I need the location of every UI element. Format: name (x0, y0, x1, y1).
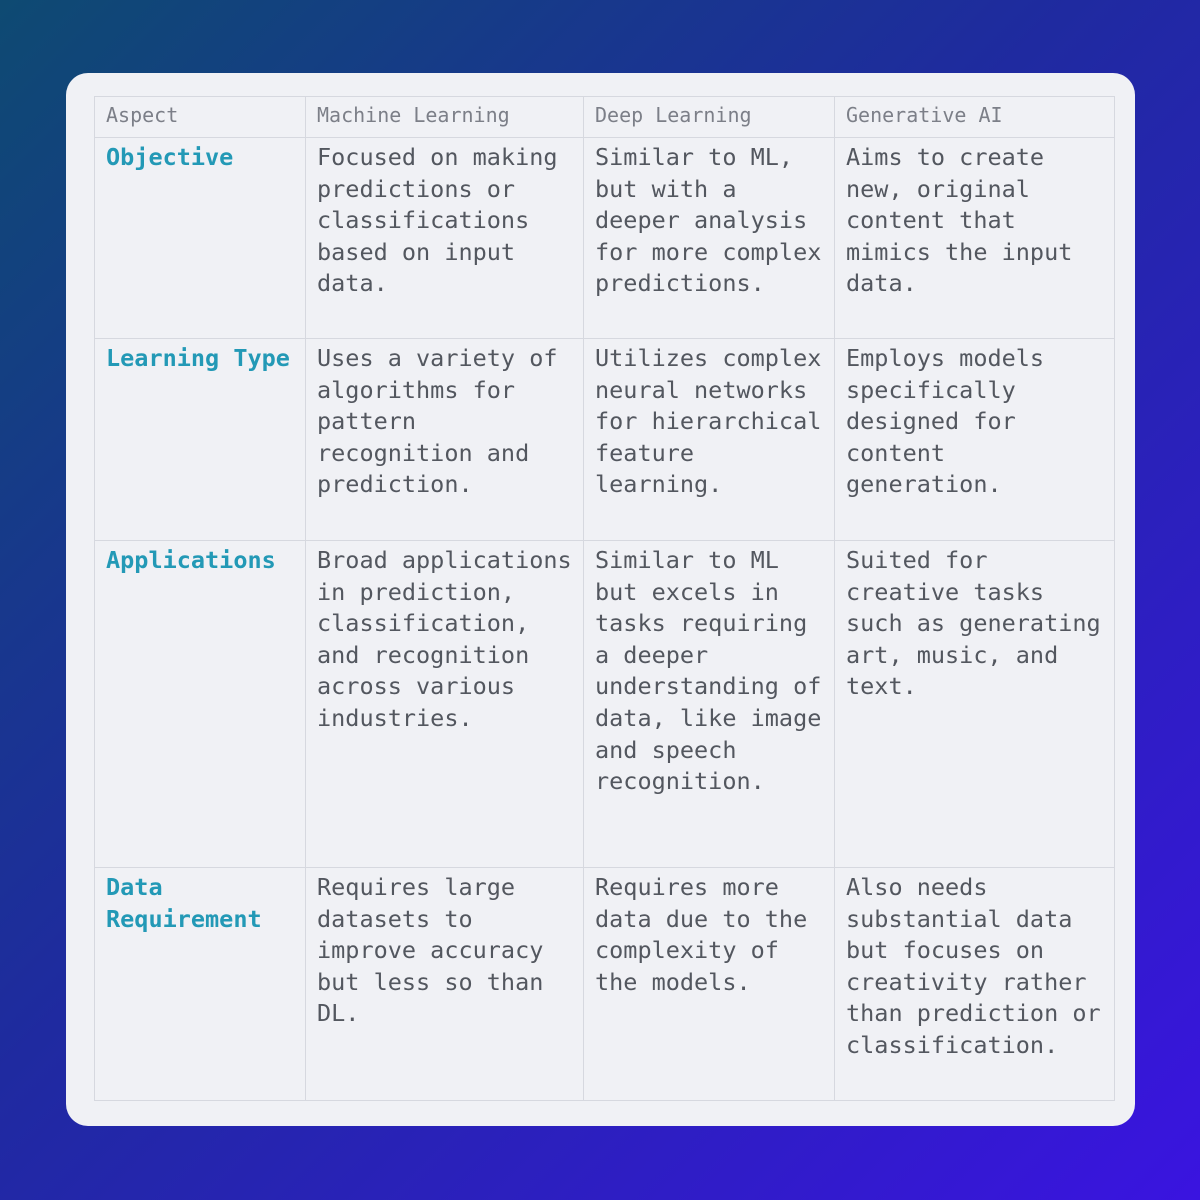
table-row (95, 541, 1115, 868)
cell-dl-data-requirement: Requires more data due to the complexity of the models. (584, 868, 835, 1101)
cell-ml-objective: Focused on making predictions or classifications based on input data. (306, 138, 584, 339)
cell-dl-learning-type: Utilizes complex neural networks for hierarchical feature learning. (584, 339, 835, 541)
table-row (95, 868, 1115, 1101)
header-generative-ai: Generative AI (835, 97, 1115, 138)
comparison-table (94, 96, 1115, 1101)
aspect-applications: Applications (95, 541, 306, 868)
header-aspect: Aspect (95, 97, 306, 138)
cell-ml-data-requirement: Requires large datasets to improve accuracy but less so than DL. (306, 868, 584, 1101)
aspect-learning-type: Learning Type (95, 339, 306, 541)
table-row (95, 138, 1115, 339)
table-row (95, 339, 1115, 541)
header-machine-learning: Machine Learning (306, 97, 584, 138)
table-header-row (95, 97, 1115, 138)
header-deep-learning: Deep Learning (584, 97, 835, 138)
cell-ml-learning-type: Uses a variety of algorithms for pattern recognition and prediction. (306, 339, 584, 541)
cell-dl-applications: Similar to ML but excels in tasks requiring a deeper understanding of data, like image and speech recognition. (584, 541, 835, 868)
aspect-objective: Objective (95, 138, 306, 339)
cell-genai-learning-type: Employs models specifically designed for content generation. (835, 339, 1115, 541)
cell-genai-data-requirement: Also needs substantial data but focuses on creativity rather than prediction or classification. (835, 868, 1115, 1101)
cell-ml-applications: Broad applications in prediction, classification, and recognition across various industries. (306, 541, 584, 868)
cell-genai-applications: Suited for creative tasks such as generating art, music, and text. (835, 541, 1115, 868)
cell-dl-objective: Similar to ML, but with a deeper analysis for more complex predictions. (584, 138, 835, 339)
cell-genai-objective: Aims to create new, original content that mimics the input data. (835, 138, 1115, 339)
aspect-data-requirement: Data Requirement (95, 868, 306, 1101)
